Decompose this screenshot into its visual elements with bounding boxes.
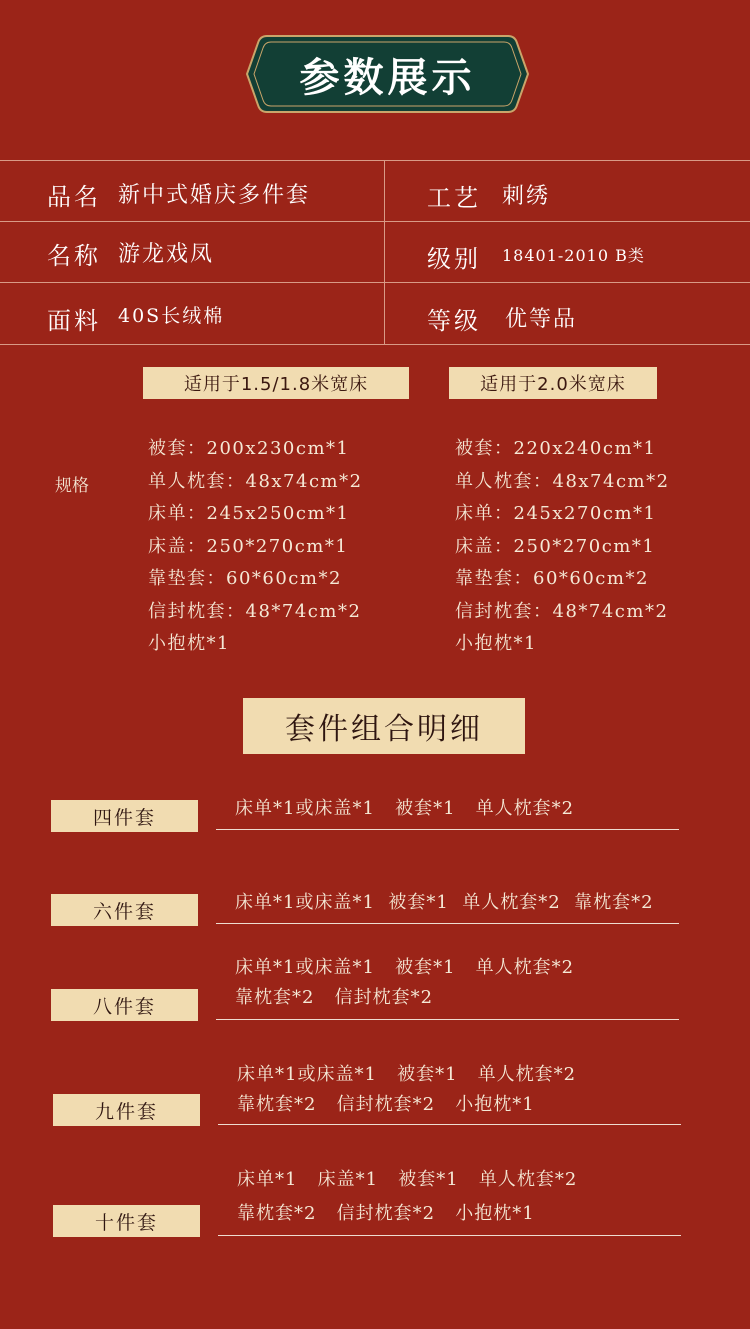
quality-value: 优等品 xyxy=(505,307,578,332)
table-row xyxy=(0,161,750,222)
package-tag-8: 八件套 xyxy=(51,989,198,1021)
list-item: 单人枕套：48x74cm*2 xyxy=(455,470,670,492)
list-item: 信封枕套：48*74cm*2 xyxy=(148,600,362,622)
package-contents-line: 靠枕套*2 信封枕套*2 小抱枕*1 xyxy=(237,1094,535,1115)
table-row xyxy=(0,283,750,343)
craft-value: 刺绣 xyxy=(502,184,551,209)
product-name-label: 品名 xyxy=(47,183,101,211)
size-list xyxy=(455,433,670,661)
fabric-label: 面料 xyxy=(47,307,101,335)
bed-size-tag: 适用于1.5/1.8米宽床 xyxy=(143,367,409,399)
bed-size-tag: 适用于2.0米宽床 xyxy=(449,367,657,399)
size-spec-label: 规格 xyxy=(55,476,89,496)
list-item: 小抱枕*1 xyxy=(455,633,537,654)
title-banner xyxy=(245,34,530,114)
grade-standard-value: 18401-2010 B类 xyxy=(502,246,645,265)
list-item: 小抱枕*1 xyxy=(148,633,230,654)
craft-label: 工艺 xyxy=(427,184,481,212)
list-item: 床盖：250*270cm*1 xyxy=(455,535,656,557)
package-tag-10: 十件套 xyxy=(53,1205,200,1237)
page-title: 参数展示 xyxy=(299,54,476,101)
package-tag-9: 九件套 xyxy=(53,1094,200,1126)
package-tag-6: 六件套 xyxy=(51,894,198,926)
list-item: 床盖：250*270cm*1 xyxy=(148,535,349,557)
grade-standard-label: 级别 xyxy=(427,245,481,273)
quality-label: 等级 xyxy=(427,307,481,335)
package-underline xyxy=(216,829,679,830)
package-tag-4: 四件套 xyxy=(51,800,198,832)
list-item: 被套：220x240cm*1 xyxy=(455,438,657,459)
list-item: 床单：245x250cm*1 xyxy=(148,503,350,524)
package-underline xyxy=(216,1019,679,1020)
list-item: 靠垫套：60*60cm*2 xyxy=(455,568,649,589)
package-contents-line: 床单*1 床盖*1 被套*1 单人枕套*2 xyxy=(237,1169,578,1190)
package-contents-line: 床单*1或床盖*1 被套*1 单人枕套*2 xyxy=(237,1064,577,1085)
list-item: 床单：245x270cm*1 xyxy=(455,503,657,524)
combo-section-title: 套件组合明细 xyxy=(243,698,525,754)
size-list xyxy=(148,433,363,661)
list-item: 信封枕套：48*74cm*2 xyxy=(455,600,669,622)
list-item: 靠垫套：60*60cm*2 xyxy=(148,568,342,589)
design-name-label: 名称 xyxy=(47,242,101,270)
product-name-value: 新中式婚庆多件套 xyxy=(118,183,311,208)
package-contents-line: 靠枕套*2 信封枕套*2 小抱枕*1 xyxy=(237,1203,535,1224)
design-name-value: 游龙戏凤 xyxy=(118,242,215,267)
table-row xyxy=(0,222,750,283)
package-underline xyxy=(216,923,679,924)
fabric-value: 40S长绒棉 xyxy=(118,305,225,327)
package-contents-line: 床单*1或床盖*1 被套*1 单人枕套*2 xyxy=(235,798,575,819)
package-contents-line: 靠枕套*2 信封枕套*2 xyxy=(235,987,434,1008)
package-underline xyxy=(218,1235,681,1236)
spec-table xyxy=(0,160,750,345)
list-item: 被套：200x230cm*1 xyxy=(148,438,350,459)
list-item: 单人枕套：48x74cm*2 xyxy=(148,470,363,492)
package-underline xyxy=(218,1124,681,1125)
package-contents-line: 床单*1或床盖*1 被套*1 单人枕套*2 靠枕套*2 xyxy=(235,892,654,913)
package-contents-line: 床单*1或床盖*1 被套*1 单人枕套*2 xyxy=(235,957,575,978)
